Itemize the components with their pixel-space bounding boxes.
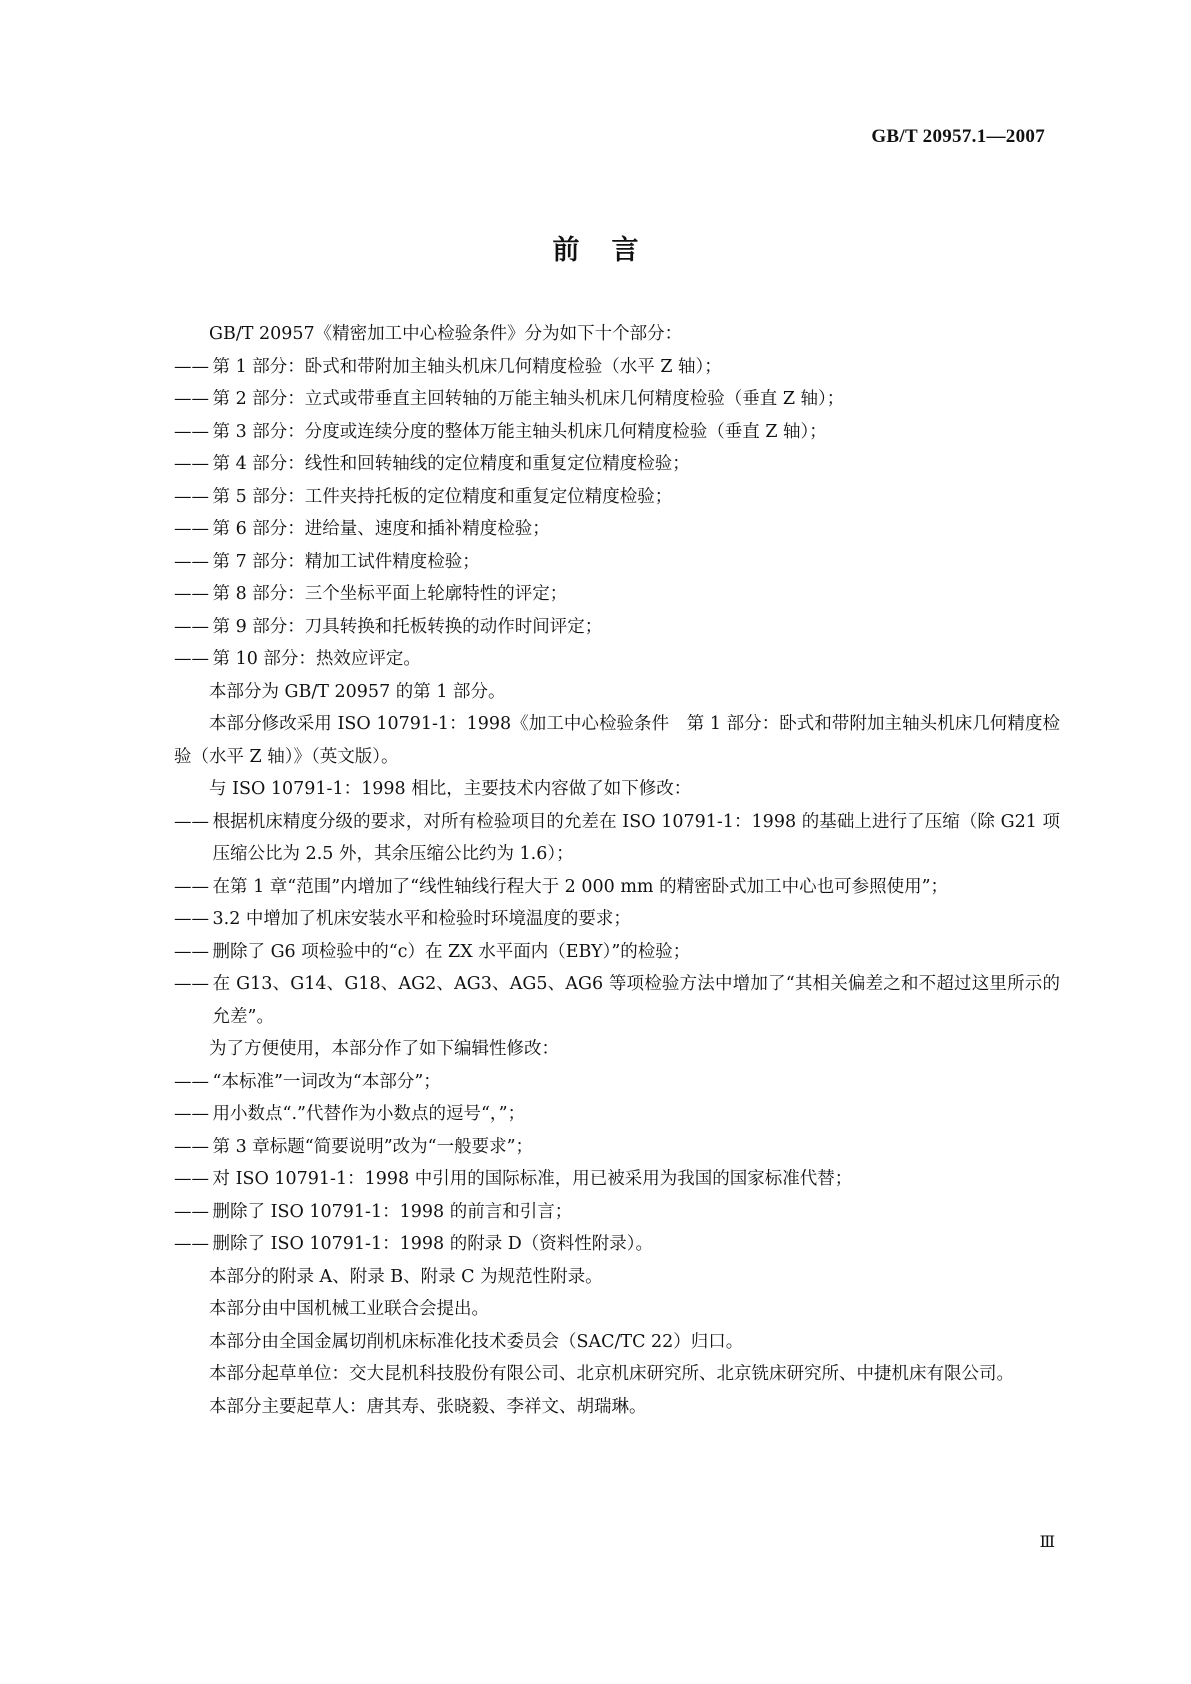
tech-changes-list bbox=[174, 806, 1060, 1034]
list-item-text: 根据机床精度分级的要求，对所有检验项目的允差在 ISO 10791-1：1998 的基础上进行了压缩（除 G21 项压缩公比为 2.5 外，其余压缩公比约为 1.6）； bbox=[212, 811, 1060, 864]
document-code: GB/T 20957.1—2007 bbox=[871, 126, 1045, 147]
proposer-statement: 本部分由中国机械工业联合会提出。 bbox=[209, 1299, 489, 1319]
list-item bbox=[174, 936, 1060, 969]
list-item-text: 第 1 部分：卧式和带附加主轴头机床几何精度检验（水平 Z 轴）； bbox=[212, 356, 722, 377]
dash-marker: —— bbox=[174, 421, 209, 442]
dash-marker: —— bbox=[174, 1071, 209, 1092]
drafting-units-statement: 本部分起草单位：交大昆机科技股份有限公司、北京机床研究所、北京铣床研究所、中捷机床有限公司。 bbox=[209, 1364, 1014, 1384]
dash-marker: —— bbox=[174, 486, 209, 507]
list-item-text: 删除了 ISO 10791-1：1998 的附录 D（资料性附录）。 bbox=[212, 1234, 654, 1254]
list-item bbox=[174, 513, 1060, 546]
page-number: Ⅲ bbox=[1039, 1534, 1055, 1551]
list-item-text: 在第 1 章“范围”内增加了“线性轴线行程大于 2 000 mm 的精密卧式加工中心也可参照使用”； bbox=[212, 876, 949, 897]
annex-statement: 本部分的附录 A、附录 B、附录 C 为规范性附录。 bbox=[209, 1266, 603, 1287]
list-item-text: 第 8 部分：三个坐标平面上轮廓特性的评定； bbox=[212, 584, 568, 604]
list-item bbox=[174, 383, 1060, 416]
list-item bbox=[174, 903, 1060, 936]
list-item bbox=[174, 1228, 1060, 1261]
list-item bbox=[174, 643, 1060, 676]
dash-marker: —— bbox=[174, 519, 209, 539]
dash-marker: —— bbox=[174, 909, 209, 929]
list-item bbox=[174, 546, 1060, 579]
dash-marker: —— bbox=[174, 389, 209, 409]
dash-marker: —— bbox=[174, 1169, 209, 1189]
list-item bbox=[174, 806, 1060, 871]
list-item-text: 第 9 部分：刀具转换和托板转换的动作时间评定； bbox=[212, 616, 603, 637]
list-item-text: 第 3 部分：分度或连续分度的整体万能主轴头机床几何精度检验（垂直 Z 轴）； bbox=[212, 421, 827, 442]
edit-changes-intro: 为了方便使用，本部分作了如下编辑性修改： bbox=[209, 1039, 559, 1059]
list-item bbox=[174, 351, 1060, 384]
list-item-text: 第 2 部分：立式或带垂直主回转轴的万能主轴头机床几何精度检验（垂直 Z 轴）； bbox=[212, 389, 845, 409]
list-item bbox=[174, 448, 1060, 481]
list-item-text: 第 4 部分：线性和回转轴线的定位精度和重复定位精度检验； bbox=[212, 454, 690, 474]
list-item bbox=[174, 1196, 1060, 1229]
dash-marker: —— bbox=[174, 649, 209, 669]
dash-marker: —— bbox=[174, 811, 209, 832]
page-title: 前言 bbox=[552, 235, 671, 266]
list-item bbox=[174, 1131, 1060, 1164]
list-item bbox=[174, 416, 1060, 449]
dash-marker: —— bbox=[174, 876, 209, 897]
list-item-text: 第 7 部分：精加工试件精度检验； bbox=[212, 551, 480, 572]
dash-marker: —— bbox=[174, 1201, 209, 1222]
dash-marker: —— bbox=[174, 356, 209, 377]
list-item bbox=[174, 1163, 1060, 1196]
committee-statement: 本部分由全国金属切削机床标准化技术委员会（SAC/TC 22）归口。 bbox=[209, 1331, 744, 1352]
list-item bbox=[174, 481, 1060, 514]
dash-marker: —— bbox=[174, 551, 209, 572]
list-item-text: 第 10 部分：热效应评定。 bbox=[212, 649, 421, 669]
drafters-statement: 本部分主要起草人：唐其寿、张晓毅、李祥文、胡瑞琳。 bbox=[209, 1396, 647, 1417]
intro-paragraph: GB/T 20957《精密加工中心检验条件》分为如下十个部分： bbox=[209, 324, 683, 344]
dash-marker: —— bbox=[174, 941, 209, 962]
dash-marker: —— bbox=[174, 454, 209, 474]
list-item bbox=[174, 968, 1060, 1033]
list-item-text: 删除了 G6 项检验中的“c）在 ZX 水平面内（EBY）”的检验； bbox=[212, 941, 691, 962]
list-item bbox=[174, 611, 1060, 644]
list-item-text: 第 6 部分：进给量、速度和插补精度检验； bbox=[212, 519, 550, 539]
list-item-text: 第 3 章标题“简要说明”改为“一般要求”； bbox=[212, 1136, 534, 1157]
dash-marker: —— bbox=[174, 616, 209, 637]
list-item bbox=[174, 578, 1060, 611]
dash-marker: —— bbox=[174, 1136, 209, 1157]
list-item bbox=[174, 1098, 1060, 1131]
list-item bbox=[174, 871, 1060, 904]
list-item bbox=[174, 1066, 1060, 1099]
list-item-text: 用小数点“.”代替作为小数点的逗号“，”； bbox=[212, 1104, 526, 1124]
list-item-text: 对 ISO 10791-1：1998 中引用的国际标准，用已被采用为我国的国家标准代替； bbox=[212, 1169, 853, 1189]
list-item-text: 删除了 ISO 10791-1：1998 的前言和引言； bbox=[212, 1201, 573, 1222]
adoption-statement: 本部分修改采用 ISO 10791-1：1998《加工中心检验条件 第 1 部分：卧式和带附加主轴头机床几何精度检验（水平 Z 轴）》（英文版）。 bbox=[174, 714, 1060, 767]
dash-marker: —— bbox=[174, 584, 209, 604]
tech-changes-intro: 与 ISO 10791-1：1998 相比，主要技术内容做了如下修改： bbox=[209, 779, 692, 799]
list-item-text: 第 5 部分：工件夹持托板的定位精度和重复定位精度检验； bbox=[212, 486, 673, 507]
list-item-text: “本标准”一词改为“本部分”； bbox=[212, 1071, 441, 1092]
dash-marker: —— bbox=[174, 1104, 209, 1124]
list-item-text: 3.2 中增加了机床安装水平和检验时环境温度的要求； bbox=[212, 909, 631, 929]
list-item-text: 在 G13、G14、G18、AG2、AG3、AG5、AG6 等项检验方法中增加了“其相关偏差之和不超过这里所示的允差”。 bbox=[212, 974, 1060, 1027]
foreword-body bbox=[174, 318, 1060, 1423]
dash-marker: —— bbox=[174, 1234, 209, 1254]
edit-changes-list bbox=[174, 1066, 1060, 1261]
part-statement: 本部分为 GB/T 20957 的第 1 部分。 bbox=[209, 681, 506, 702]
dash-marker: —— bbox=[174, 974, 209, 994]
parts-list bbox=[174, 351, 1060, 676]
